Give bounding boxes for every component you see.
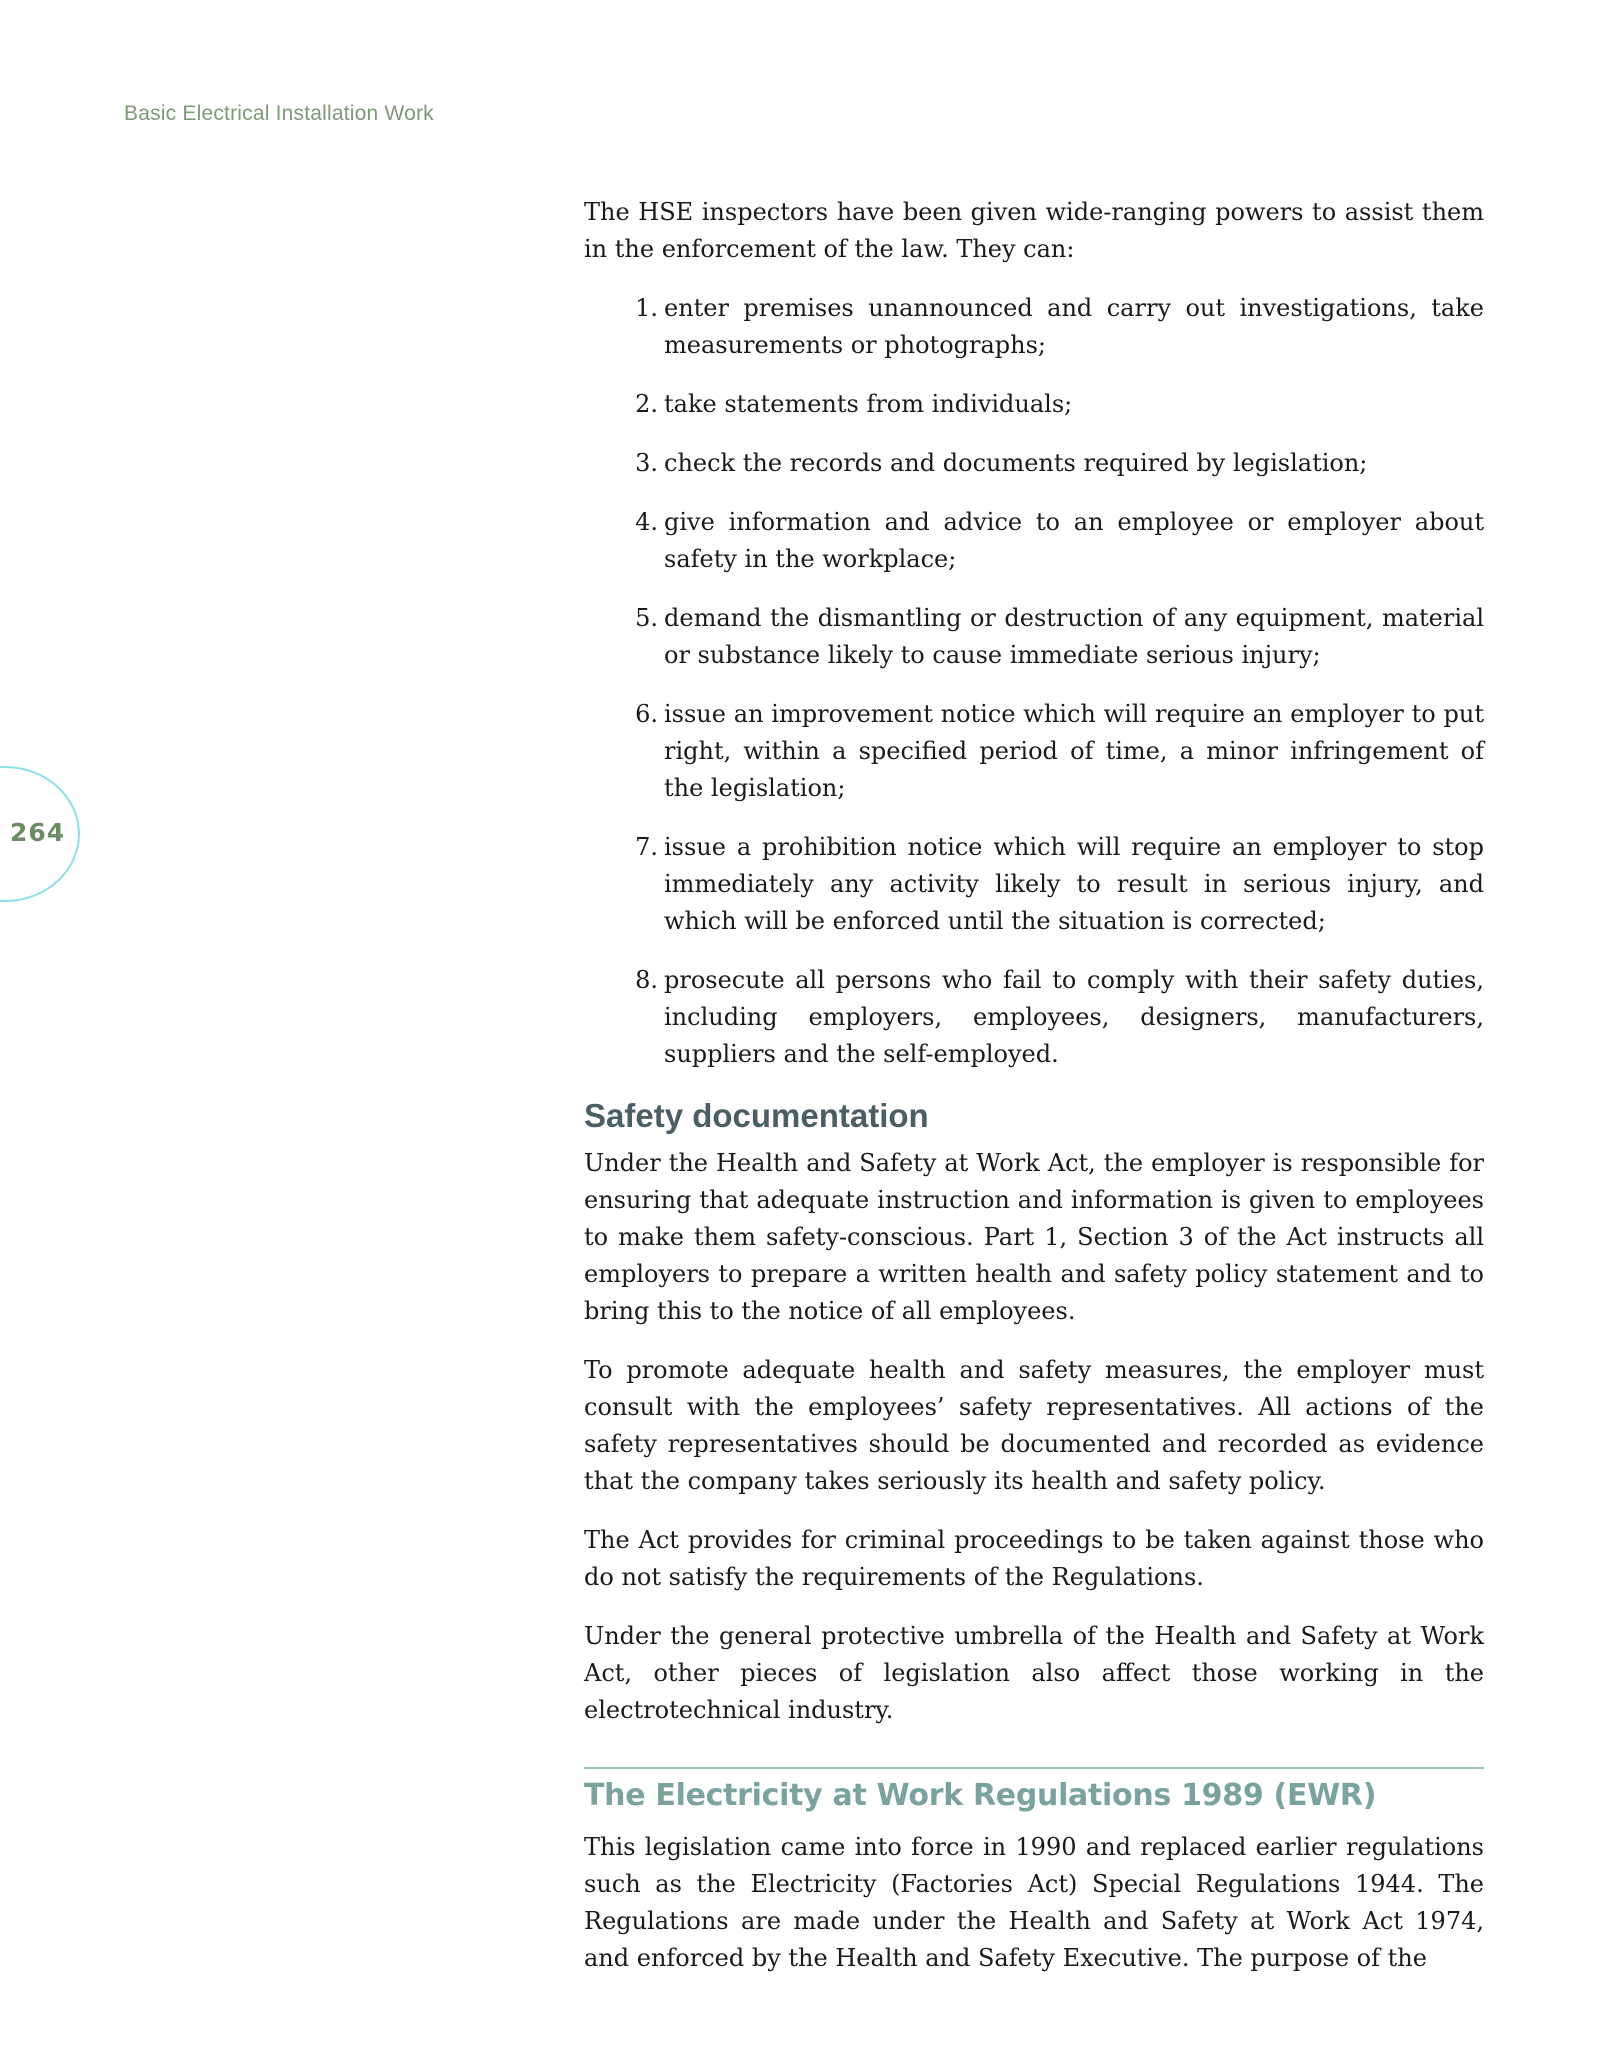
list-item [584, 696, 1484, 807]
list-item [584, 386, 1484, 423]
section-divider [584, 1767, 1484, 1769]
list-item [584, 290, 1484, 364]
list-item-text: check the records and documents required by legislation; [664, 449, 1368, 477]
list-item-text: issue a prohibition notice which will require an employer to stop immediately any activity likely to result in serious injury, and which will be enforced until the situation is corrected; [664, 833, 1484, 935]
list-item [584, 504, 1484, 578]
list-item-text: enter premises unannounced and carry out investigations, take measurements or photographs; [664, 294, 1484, 359]
list-item-number: 1. [635, 294, 658, 322]
list-item-number: 6. [635, 700, 658, 728]
intro-paragraph: The HSE inspectors have been given wide-ranging powers to assist them in the enforcement of the law. They can: [584, 198, 1484, 263]
list-item-text: give information and advice to an employee or employer about safety in the workplace; [664, 508, 1484, 573]
safety-documentation-heading: Safety documentation [584, 1097, 929, 1134]
list-item [584, 445, 1484, 482]
safety-doc-paragraph: Under the Health and Safety at Work Act, the employer is responsible for ensuring that adequate instruction and information is given to employees to make them safety-conscious. Part 1, Section 3 of the Act instructs all employers to prepare a written health and safety policy statement and to bring this to the notice of all employees. [584, 1149, 1484, 1325]
list-item-number: 2. [635, 390, 658, 418]
list-item-number: 8. [635, 966, 658, 994]
list-item [584, 962, 1484, 1073]
list-item-number: 5. [635, 604, 658, 632]
list-item [584, 829, 1484, 940]
ewr-paragraph: This legislation came into force in 1990 and replaced earlier regulations such as the Electricity (Factories Act) Special Regulations 1944. The Regulations are made under the Health and Safety at Work Act 1974, and enforced by the Health and Safety Executive. The purpose of the [584, 1833, 1484, 1972]
list-item-text: demand the dismantling or destruction of any equipment, material or substance likely to cause immediate serious injury; [664, 604, 1484, 669]
safety-doc-paragraph: The Act provides for criminal proceedings to be taken against those who do not satisfy the requirements of the Regulations. [584, 1526, 1484, 1591]
list-item [584, 600, 1484, 674]
hse-powers-list [584, 290, 1484, 1073]
list-item-text: issue an improvement notice which will require an employer to put right, within a specified period of time, a minor infringement of the legislation; [664, 700, 1484, 802]
body-column [584, 194, 1484, 1999]
running-head: Basic Electrical Installation Work [124, 102, 434, 125]
list-item-number: 4. [635, 508, 658, 536]
list-item-text: take statements from individuals; [664, 390, 1073, 418]
list-item-number: 7. [635, 833, 658, 861]
safety-doc-paragraph: Under the general protective umbrella of the Health and Safety at Work Act, other pieces of legislation also affect those working in the electrotechnical industry. [584, 1622, 1484, 1724]
list-item-text: prosecute all persons who fail to comply with their safety duties, including employers, employees, designers, manufacturers, suppliers and the self-employed. [664, 966, 1484, 1068]
list-item-number: 3. [635, 449, 658, 477]
page-number: 264 [10, 818, 66, 847]
safety-doc-paragraph: To promote adequate health and safety measures, the employer must consult with the employees’ safety representatives. All actions of the safety representatives should be documented and recorded as evidence that the company takes seriously its health and safety policy. [584, 1356, 1484, 1495]
ewr-section-heading: The Electricity at Work Regulations 1989 (EWR) [584, 1778, 1377, 1813]
